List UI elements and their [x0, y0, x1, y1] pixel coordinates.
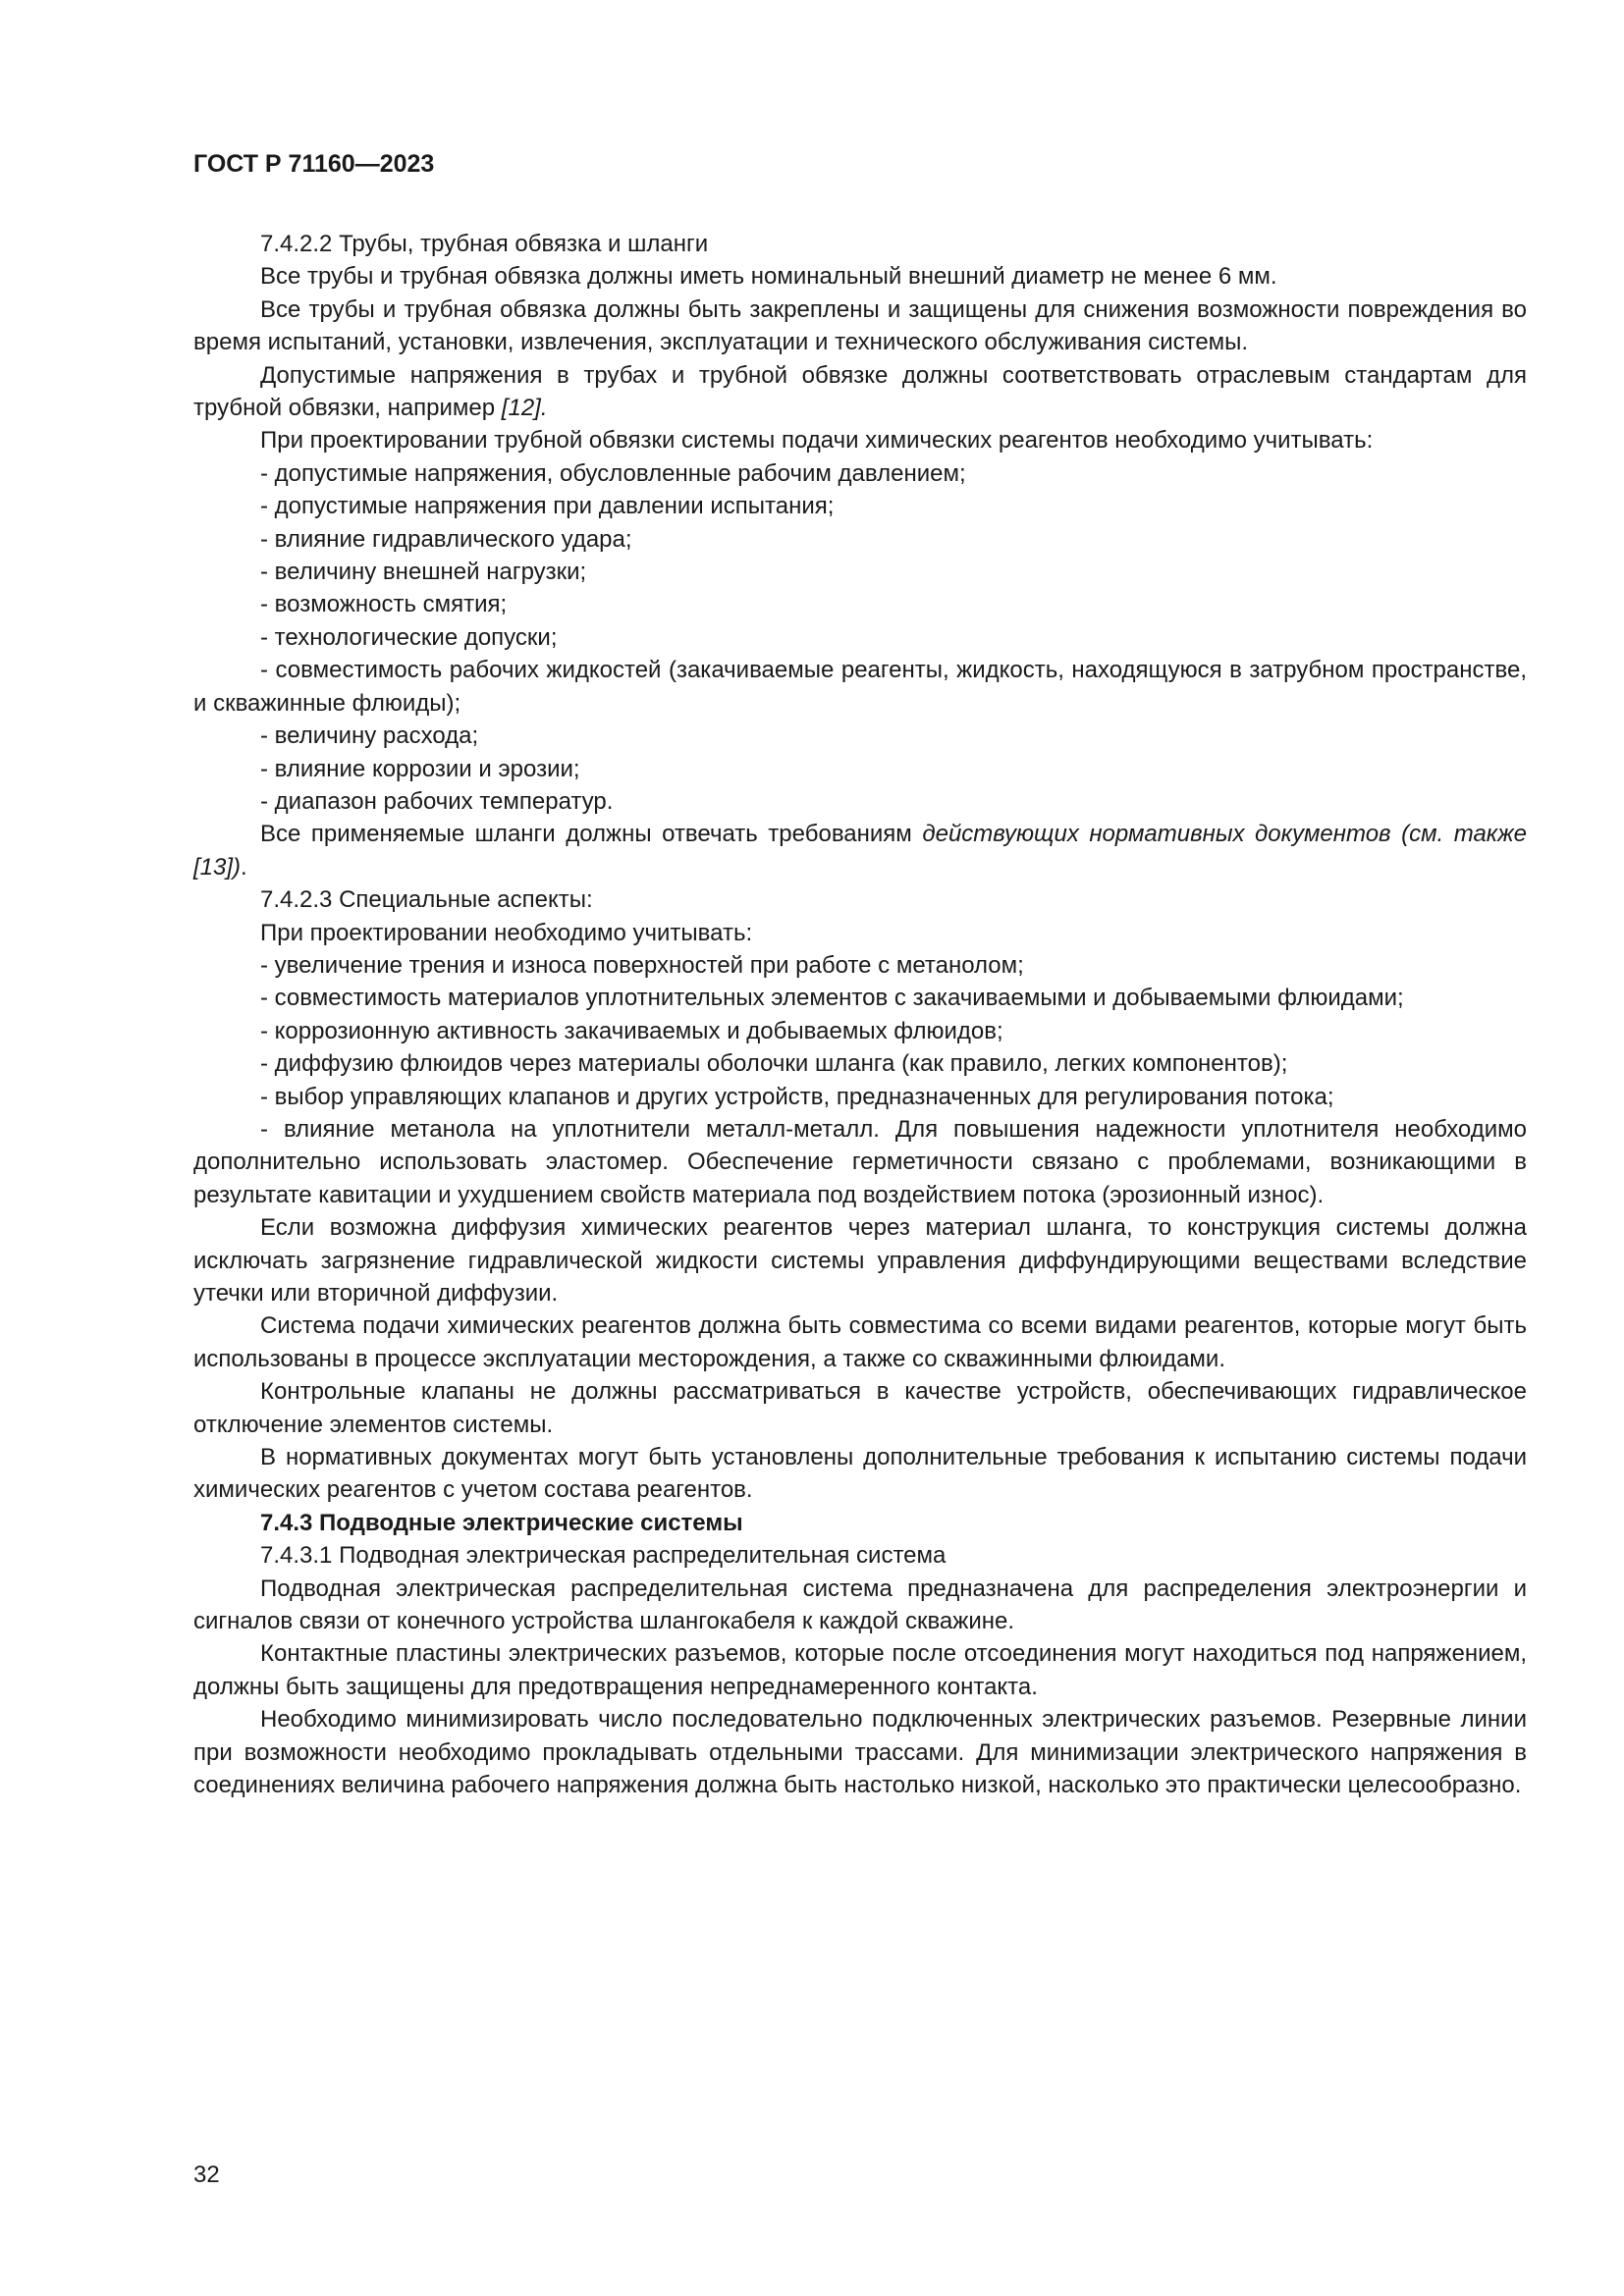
paragraph: В нормативных документах могут быть установлены дополнительные требования к испытанию системы подачи химических реагентов с учетом состава реагентов. — [193, 1444, 1527, 1504]
list-item: - влияние коррозии и эрозии; — [260, 755, 580, 782]
list-item: - допустимые напряжения при давлении испытания; — [260, 493, 835, 520]
list-item: - возможность смятия; — [260, 591, 508, 618]
paragraph: Необходимо минимизировать число последовательно подключенных электрических разъемов. Резервные линии при возможности необходимо прокладывать отдельными трассами. Для минимизации электрического напряжения в соединениях величина рабочего напряжения должна быть настолько низкой, насколько это практически целесообразно. — [193, 1706, 1527, 1799]
section-7-4-3-1-title: 7.4.3.1 Подводная электрическая распределительная система — [260, 1542, 947, 1570]
section-7-4-2-2-title: 7.4.2.2 Трубы, трубная обвязка и шланги — [260, 231, 709, 257]
paragraph: При проектировании необходимо учитывать: — [260, 919, 753, 946]
paragraph: Контактные пластины электрических разъемов, которые после отсоединения могут находиться под напряжением, должны быть защищены для предотвращения непреднамеренного контакта. — [193, 1640, 1527, 1700]
list-item: - коррозионную активность закачиваемых и добываемых флюидов; — [260, 1017, 1003, 1044]
list-item: - диффузию флюидов через материалы оболочки шланга (как правило, легких компонентов); — [260, 1050, 1288, 1078]
section-7-4-2-3-title: 7.4.2.3 Специальные аспекты: — [260, 886, 593, 914]
paragraph: Все трубы и трубная обвязка должны быть закреплены и защищены для снижения возможности повреждения во время испытаний, установки, извлечения, эксплуатации и технического обслуживания системы. — [193, 295, 1527, 356]
list-item: - увеличение трения и износа поверхностей при работе с метанолом; — [260, 951, 1024, 979]
list-item: - допустимые напряжения, обусловленные рабочим давлением; — [260, 459, 966, 487]
list-item: - совместимость материалов уплотнительных элементов с закачиваемыми и добываемыми флюидами; — [260, 985, 1404, 1012]
paragraph-text: Все применяемые шланги должны отвечать требованиям — [260, 821, 912, 848]
page-number: 32 — [193, 2162, 220, 2188]
list-item: - величину расхода; — [260, 722, 479, 750]
paragraph — [193, 818, 1527, 883]
list-item: - влияние гидравлического удара; — [260, 525, 632, 553]
list-item: - влияние метанола на уплотнители металл-металл. Для повышения надежности уплотнителя необходимо дополнительно использовать эластомер. Обеспечение герметичности связано с проблемами, возникающими в результате кавитации и ухудшением свойств материала под воздействием потока (эрозионный износ). — [193, 1115, 1527, 1208]
paragraph: Если возможна диффузия химических реагентов через материал шланга, то конструкция системы должна исключать загрязнение гидравлической жидкости системы управления диффундирующими веществами вследствие утечки или вторичной диффузии. — [193, 1214, 1527, 1307]
list-item: - диапазон рабочих температур. — [260, 787, 614, 815]
paragraph-text: Допустимые напряжения в трубах и трубной обвязке должны соответствовать отраслевым стандартам для трубной обвязки, например — [193, 361, 1527, 422]
reference-link: [12]. — [501, 395, 548, 422]
paragraph: Система подачи химических реагентов должна быть совместима со всеми видами реагентов, которые могут быть использованы в процессе эксплуатации месторождения, а также со скважинными флюидами. — [193, 1312, 1527, 1372]
list-item: - совместимость рабочих жидкостей (закачиваемые реагенты, жидкость, находящуюся в затрубном пространстве, и скважинные флюиды); — [193, 657, 1527, 717]
paragraph: Все трубы и трубная обвязка должны иметь номинальный внешний диаметр не менее 6 мм. — [260, 263, 1277, 291]
document-body — [193, 228, 1527, 1802]
italic-reference: действующих нормативных документов (см. также [13]) — [193, 821, 1527, 881]
list-item: - величину внешней нагрузки; — [260, 559, 587, 586]
list-item: - выбор управляющих клапанов и других устройств, предназначенных для регулирования потока; — [260, 1083, 1334, 1110]
section-7-4-3-title: 7.4.3 Подводные электрические системы — [260, 1509, 743, 1536]
paragraph: Контрольные клапаны не должны рассматриваться в качестве устройств, обеспечивающих гидравлическое отключение элементов системы. — [193, 1378, 1527, 1438]
paragraph — [193, 359, 1527, 425]
list-item: - технологические допуски; — [260, 623, 558, 651]
paragraph-end: . — [241, 853, 247, 881]
paragraph: Подводная электрическая распределительная система предназначена для распределения электроэнергии и сигналов связи от конечного устройства шлангокабеля к каждой скважине. — [193, 1575, 1527, 1635]
document-header: ГОСТ Р 71160—2023 — [193, 150, 435, 178]
paragraph: При проектировании трубной обвязки системы подачи химических реагентов необходимо учитывать: — [260, 427, 1374, 454]
